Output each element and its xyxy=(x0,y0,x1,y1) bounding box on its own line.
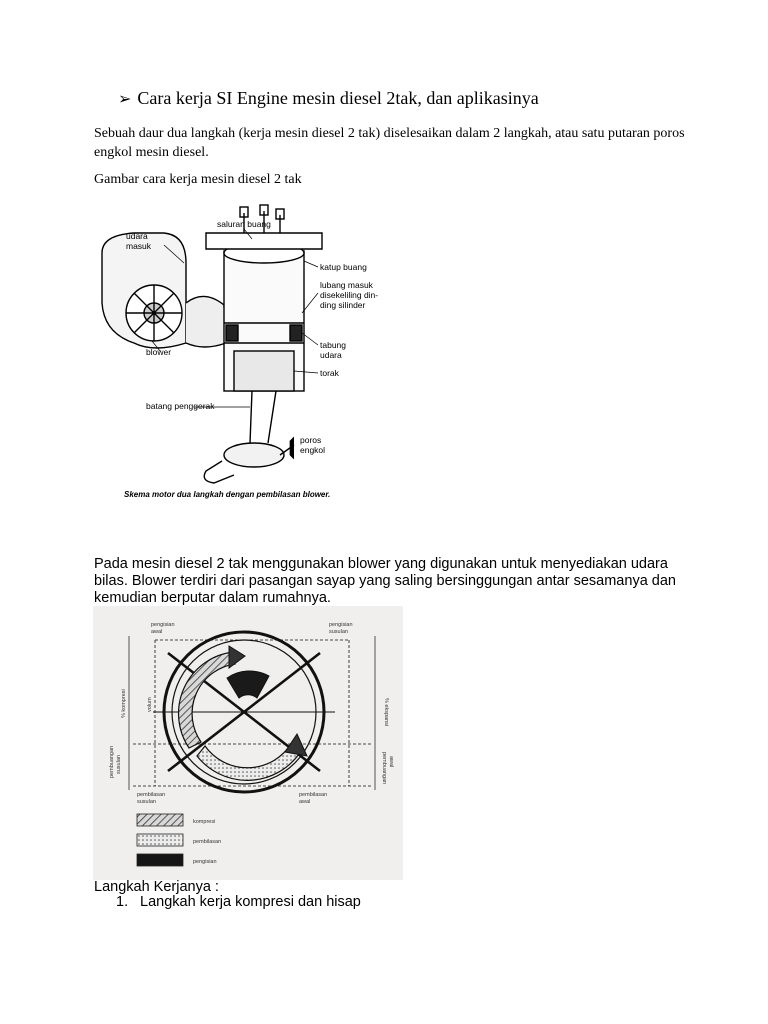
label-pengisian-susulan-2: susulan xyxy=(329,629,348,635)
label-katup-buang: katup buang xyxy=(320,262,367,272)
label-lubang-1: lubang masuk xyxy=(320,280,373,290)
label-pembilasan-susulan-1: pembilasan xyxy=(137,792,166,798)
label-engkol: engkol xyxy=(300,445,326,455)
figure1-caption: Skema motor dua langkah dengan pembilasan blower. xyxy=(124,490,331,499)
blower-paragraph: Pada mesin diesel 2 tak menggunakan blower yang digunakan untuk menyediakan udara bilas. Blower terdiri dari pasangan sayap yang saling bersinggungan antar sesamanya dan kemudian berputar dalam rumahnya. xyxy=(94,556,676,606)
label-torak: torak xyxy=(320,368,339,378)
label-pengisian-susulan-1: pengisian xyxy=(329,622,353,628)
heading-text: Cara kerja SI Engine mesin diesel 2tak, dan aplikasinya xyxy=(137,88,539,108)
list-item xyxy=(116,894,361,911)
label-pembilasan-susulan-2: susulan xyxy=(137,799,156,805)
label-blower: blower xyxy=(146,347,172,357)
label-pembuangan-awal-1: pembuangan xyxy=(381,752,387,785)
figure-intro-text: Gambar cara kerja mesin diesel 2 tak xyxy=(94,172,302,187)
steps-list xyxy=(116,894,361,911)
label-volum-vert: volum xyxy=(147,697,153,712)
legend-swatch-kompresi xyxy=(137,814,183,826)
label-batang: batang penggerak xyxy=(146,401,215,411)
label-pembuangan-susulan-1: pembuangan xyxy=(109,745,115,778)
label-tabung: tabung xyxy=(320,340,346,350)
legend-swatch-pengisian xyxy=(137,854,183,866)
steps-heading: Langkah Kerjanya : xyxy=(94,879,219,895)
label-pengisian-awal-2: awal xyxy=(151,629,163,635)
arrow-right-icon: ➢ xyxy=(118,89,132,108)
engine-schematic-figure xyxy=(94,193,424,515)
list-item-number: 1. xyxy=(116,894,129,910)
legend-label-pembilasan: pembilasan xyxy=(193,839,222,845)
label-pengisian-awal-1: pengisian xyxy=(151,622,175,628)
legend-swatch-pembilasan xyxy=(137,834,183,846)
label-lubang-2: disekeliling din- xyxy=(320,290,379,300)
legend-label-kompresi: kompresi xyxy=(193,819,216,825)
label-masuk: masuk xyxy=(126,241,152,251)
label-pembuangan-susulan-2: susulan xyxy=(116,755,122,774)
list-item-text: Langkah kerja kompresi dan hisap xyxy=(140,894,361,910)
timing-diagram-figure xyxy=(93,606,403,880)
label-pembilasan-awal-2: awal xyxy=(299,799,311,805)
label-ekspansi-vert: % ekspansi xyxy=(383,698,389,727)
intro-paragraph: Sebuah daur dua langkah (kerja mesin diesel 2 tak) diselesaikan dalam 2 langkah, atau satu putaran poros engkol mesin diesel. xyxy=(94,126,685,160)
label-saluran-buang: saluran buang xyxy=(217,219,271,229)
section-heading xyxy=(118,88,539,109)
label-lubang-3: ding silinder xyxy=(320,300,366,310)
label-udara: udara xyxy=(126,231,148,241)
legend-label-pengisian: pengisian xyxy=(193,859,217,865)
label-pembilasan-awal-1: pembilasan xyxy=(299,792,328,798)
label-poros: poros xyxy=(300,435,322,445)
label-udara-2: udara xyxy=(320,350,342,360)
label-kompresi-vert: % kompresi xyxy=(121,689,127,718)
label-pembuangan-awal-2: awal xyxy=(388,756,394,768)
